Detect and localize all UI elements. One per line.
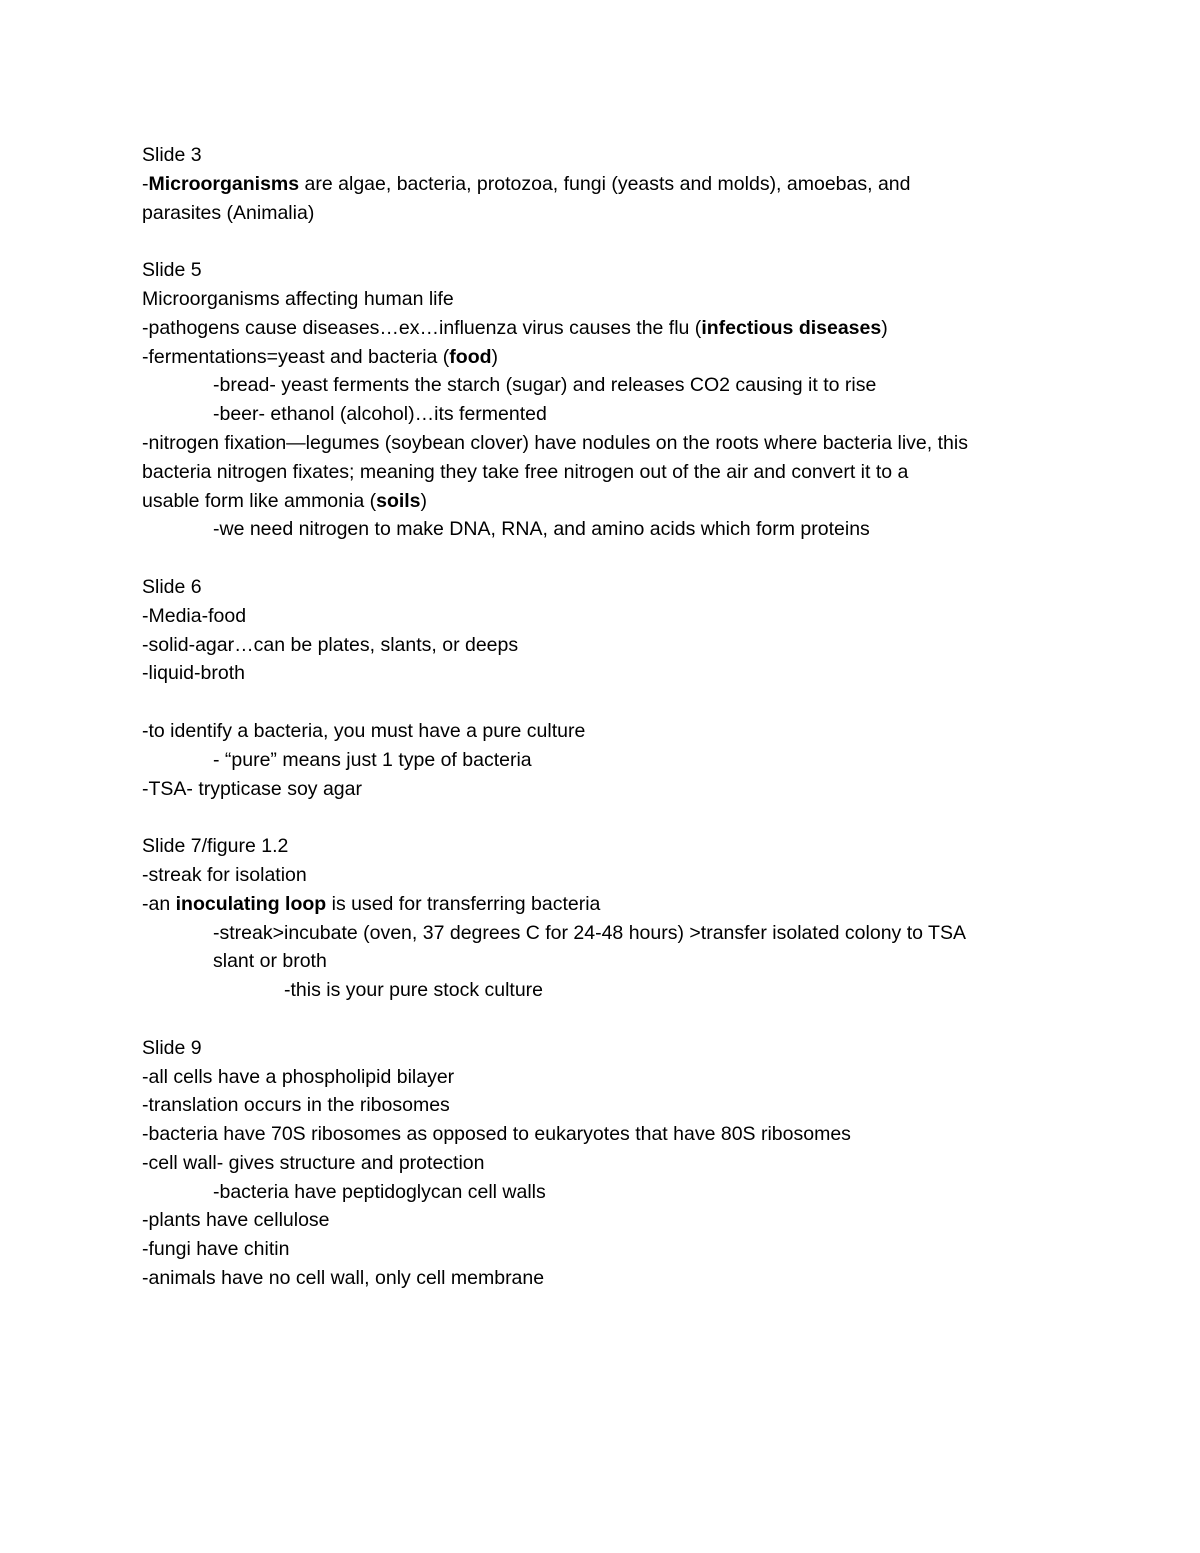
text-line (142, 1206, 1077, 1235)
bold-term: inoculating loop (175, 892, 327, 915)
text-run: -cell wall- gives structure and protection (142, 1151, 485, 1174)
text-line (142, 775, 1077, 804)
text-run: Slide 3 (142, 144, 202, 166)
text-run: -bacteria have 70S ribosomes as opposed to eukaryotes that have 80S ribosomes (142, 1123, 851, 1146)
text-run: -solid-agar…can be plates, slants, or deeps (142, 633, 519, 656)
text-line (142, 1034, 1077, 1063)
text-line (142, 1264, 1077, 1293)
bold-term: soils (376, 489, 421, 512)
text-run: -we need nitrogen to make DNA, RNA, and amino acids which form proteins (213, 518, 870, 541)
text-run: -this is your pure stock culture (284, 979, 544, 1002)
text-line (142, 487, 1077, 516)
text-line (142, 890, 1077, 919)
text-run: ) (491, 345, 499, 368)
bold-term: Microorganisms (148, 172, 300, 195)
text-line (142, 141, 1077, 170)
text-line (142, 343, 1077, 372)
blank-line (142, 1005, 1077, 1034)
blank-line (142, 803, 1077, 832)
text-line (142, 717, 1077, 746)
text-line (142, 1063, 1077, 1092)
bold-term: food (449, 345, 492, 368)
text-run: -pathogens cause diseases…ex…influenza virus causes the flu ( (142, 316, 702, 339)
text-line (142, 1178, 1077, 1207)
text-run: -fermentations=yeast and bacteria ( (142, 345, 450, 368)
text-run: bacteria nitrogen fixates; meaning they take free nitrogen out of the air and convert it to a (142, 460, 909, 483)
text-run: -liquid-broth (142, 662, 245, 685)
text-run: is used for transferring bacteria (326, 892, 601, 915)
text-line (142, 1235, 1077, 1264)
text-line (142, 947, 1077, 976)
blank-line (142, 688, 1077, 717)
text-run: - “pure” means just 1 type of bacteria (213, 748, 532, 771)
text-run: -Media-food (142, 604, 247, 627)
text-run: parasites (Animalia) (142, 201, 315, 224)
text-line (142, 573, 1077, 602)
text-line (142, 429, 1077, 458)
text-line (142, 256, 1077, 285)
bold-term: infectious diseases (701, 316, 882, 339)
text-run: Slide 5 (142, 259, 202, 282)
text-run: -nitrogen fixation—legumes (soybean clover) have nodules on the roots where bacteria live, this (142, 431, 968, 454)
text-line (142, 919, 1077, 948)
text-line (142, 976, 1077, 1005)
text-run: -animals have no cell wall, only cell membrane (142, 1267, 545, 1290)
text-run: slant or broth (213, 950, 327, 973)
text-run: -to identify a bacteria, you must have a pure culture (142, 719, 586, 742)
text-line (142, 602, 1077, 631)
text-run: Slide 7/figure 1.2 (142, 835, 289, 858)
text-run: Microorganisms affecting human life (142, 287, 454, 310)
text-run: -an (142, 892, 176, 915)
text-run: -plants have cellulose (142, 1209, 330, 1232)
text-run: -beer- ethanol (alcohol)…its fermented (213, 403, 547, 426)
text-line (142, 832, 1077, 861)
text-line (142, 1149, 1077, 1178)
text-run: -all cells have a phospholipid bilayer (142, 1065, 455, 1088)
text-line (142, 199, 1077, 228)
text-run: ) (420, 489, 428, 512)
text-run: -fungi have chitin (142, 1238, 290, 1261)
text-run: -streak for isolation (142, 863, 307, 886)
text-line (142, 285, 1077, 314)
text-run: are algae, bacteria, protozoa, fungi (yeasts and molds), amoebas, and (299, 172, 911, 195)
text-line (142, 746, 1077, 775)
text-line (142, 458, 1077, 487)
text-run: - (142, 172, 149, 195)
text-run: -TSA- trypticase soy agar (142, 777, 362, 800)
text-run: ) (881, 316, 888, 339)
text-line (142, 1091, 1077, 1120)
text-line (142, 170, 1077, 199)
text-line (142, 314, 1077, 343)
text-line (142, 659, 1077, 688)
text-line (142, 515, 1077, 544)
document-page (142, 141, 1077, 1293)
text-run: Slide 9 (142, 1036, 202, 1059)
blank-line (142, 544, 1077, 573)
text-line (142, 631, 1077, 660)
text-run: usable form like ammonia ( (142, 489, 377, 512)
text-run: -translation occurs in the ribosomes (142, 1094, 450, 1117)
text-line (142, 371, 1077, 400)
text-line (142, 861, 1077, 890)
text-line (142, 400, 1077, 429)
text-run: Slide 6 (142, 575, 202, 598)
blank-line (142, 227, 1077, 256)
text-line (142, 1120, 1077, 1149)
text-run: -bacteria have peptidoglycan cell walls (213, 1180, 546, 1203)
text-run: -bread- yeast ferments the starch (sugar) and releases CO2 causing it to rise (213, 374, 877, 397)
text-run: -streak>incubate (oven, 37 degrees C for 24-48 hours) >transfer isolated colony to TSA (213, 921, 966, 944)
